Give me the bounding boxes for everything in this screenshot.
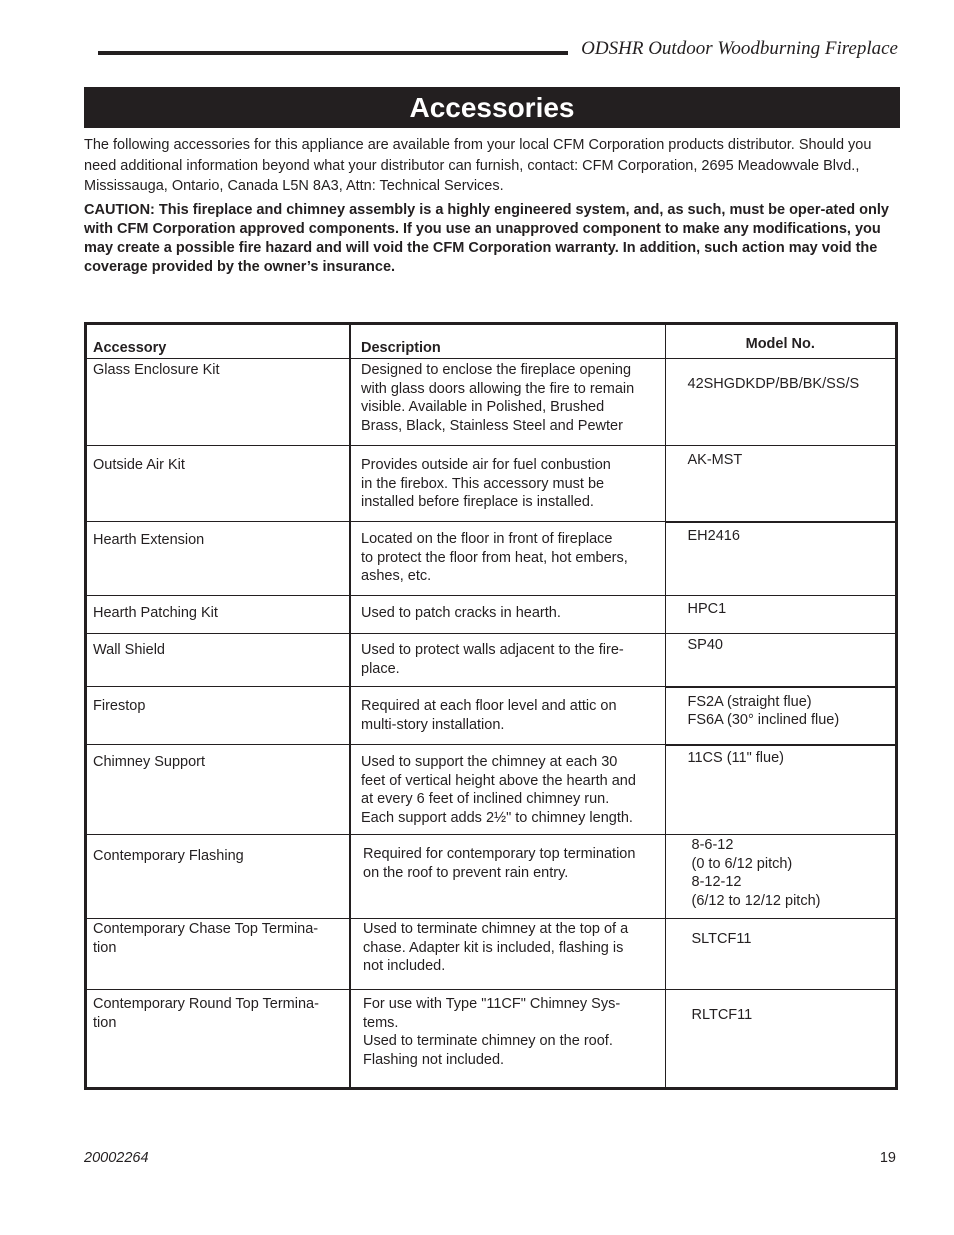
table-row (87, 919, 895, 990)
description-cell: Located on the floor in front of fireplace to protect the floor from heat, hot embers, ashes, etc. (361, 531, 628, 585)
model-cell: 42SHGDKDP/BB/BK/SS/S (687, 376, 860, 392)
table-row (87, 359, 895, 446)
accessory-cell: Hearth Patching Kit (93, 605, 218, 621)
description-cell: Provides outside air for fuel conbustion in the firebox. This accessory must be installed before fireplace is installed. (361, 457, 611, 511)
header-rule (98, 51, 568, 55)
accessory-cell: Outside Air Kit (93, 457, 185, 473)
table-row (87, 596, 895, 634)
table-header-row (87, 325, 895, 359)
intro-paragraph: The following accessories for this appliance are available from your local CFM Corporation products distributor. Should you need additional information beyond what your distributor can furnish, contact: CFM Corporation, 2695 Meadowvale Blvd., Mississauga, Ontario, Canada L5N 8A3, Attn: Technical Services. (84, 137, 872, 194)
accessory-cell: Contemporary Flashing (93, 848, 244, 864)
header-accessory: Accessory (87, 325, 350, 359)
model-cell: 8-6-12 (0 to 6/12 pitch) 8-12-12 (6/12 to 12/12 pitch) (691, 837, 821, 909)
table-row (87, 835, 895, 919)
model-cell: SP40 (687, 637, 723, 653)
caution-paragraph: CAUTION: This fireplace and chimney assembly is a highly engineered system, and, as such, must be oper-ated only with CFM Corporation approved components. If you use an unapproved component to make any modifications, you may create a possible fire hazard and will void the CFM Corporation warranty. In addition, such action may void the coverage provided by the owner’s insurance. (84, 202, 889, 275)
accessory-cell: Hearth Extension (93, 532, 205, 548)
header-description: Description (350, 325, 665, 359)
accessory-cell: Contemporary Round Top Termina- tion (93, 996, 319, 1031)
description-cell: Used to patch cracks in hearth. (361, 605, 561, 621)
description-cell: Used to terminate chimney at the top of a chase. Adapter kit is included, flashing is not included. (363, 921, 629, 975)
table-row (87, 687, 895, 745)
accessory-cell: Chimney Support (93, 754, 206, 770)
description-cell: Required for contemporary top termination on the roof to prevent rain entry. (363, 846, 636, 881)
description-cell: Designed to enclose the fireplace opening with glass doors allowing the fire to remain visible. Available in Polished, Brushed Brass, Black, Stainless Steel and Pewter (361, 362, 635, 434)
table-row (87, 446, 895, 522)
accessory-cell: Wall Shield (93, 642, 165, 658)
header-model: Model No. (665, 325, 895, 359)
model-cell: FS2A (straight flue) FS6A (30° inclined flue) (687, 693, 840, 729)
section-title-banner: Accessories (84, 87, 900, 128)
model-cell: AK-MST (687, 452, 743, 468)
description-cell: For use with Type "11CF" Chimney Sys- tems. Used to terminate chimney on the roof. Flashing not included. (363, 996, 621, 1068)
accessory-cell: Contemporary Chase Top Termina- tion (93, 921, 319, 956)
description-cell: Required at each floor level and attic on multi-story installation. (361, 698, 617, 733)
table-row (87, 990, 895, 1090)
model-cell: SLTCF11 (691, 931, 752, 947)
model-cell: HPC1 (687, 601, 727, 617)
accessory-cell: Firestop (93, 698, 146, 714)
model-cell: EH2416 (687, 527, 740, 544)
table-row (87, 522, 895, 596)
document-number: 20002264 (84, 1150, 149, 1166)
description-cell: Used to support the chimney at each 30 feet of vertical height above the hearth and at every 6 feet of inclined chimney run. Each support adds 2½" to chimney length. (361, 754, 636, 826)
model-cell: RLTCF11 (691, 1007, 753, 1023)
model-cell: 11CS (11" flue) (687, 749, 784, 766)
page-number: 19 (879, 1150, 896, 1166)
table-row (87, 634, 895, 687)
running-header-title: ODSHR Outdoor Woodburning Fireplace (581, 38, 898, 59)
accessories-table (84, 322, 898, 1090)
table-row (87, 745, 895, 835)
accessory-cell: Glass Enclosure Kit (93, 362, 220, 378)
description-cell: Used to protect walls adjacent to the fire- place. (361, 642, 624, 677)
